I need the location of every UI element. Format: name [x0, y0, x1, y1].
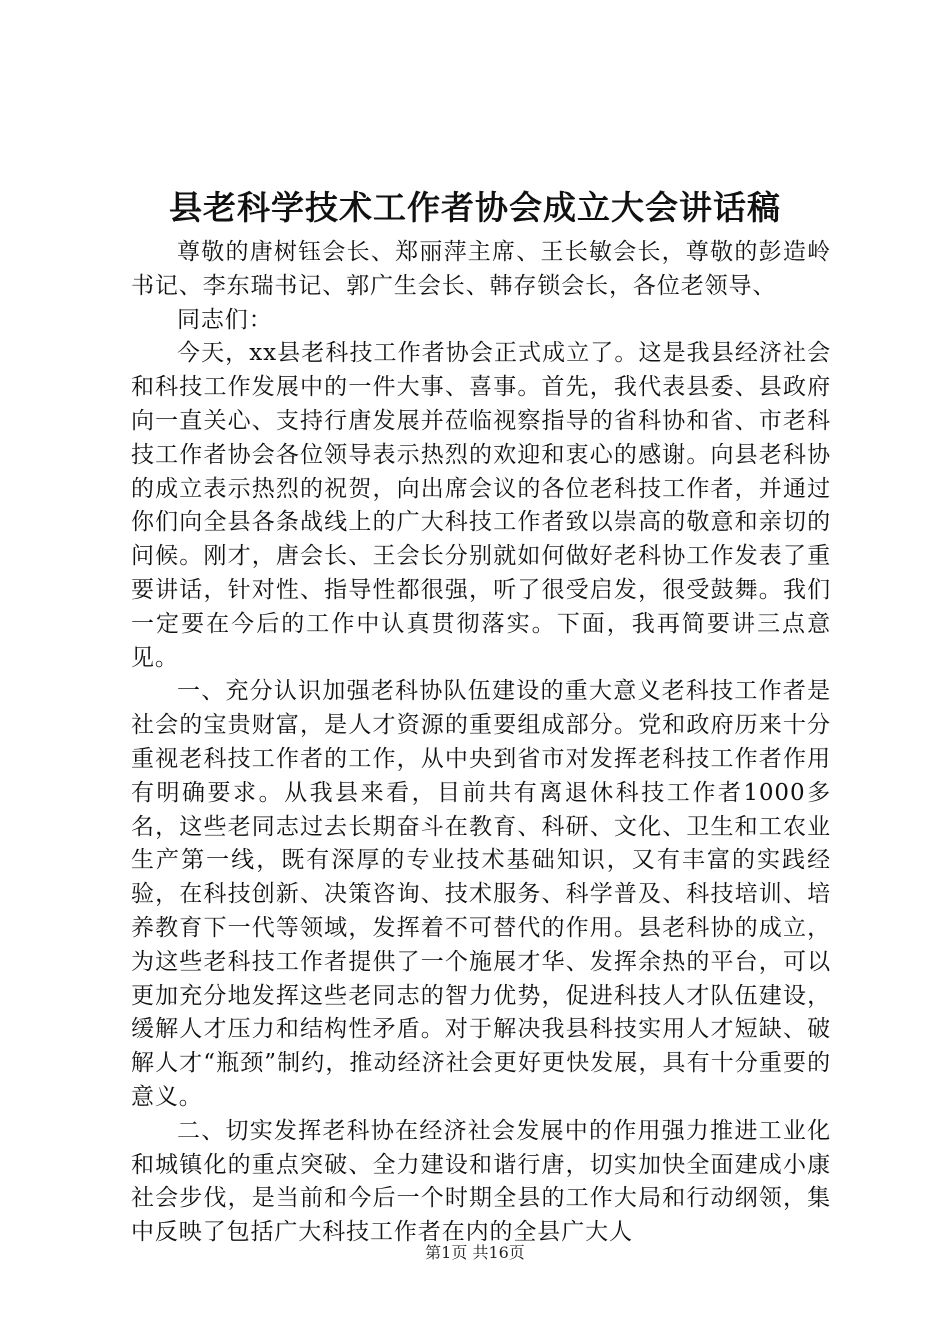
- document-title: 县老科学技术工作者协会成立大会讲话稿: [169, 188, 781, 227]
- intro-paragraph: 今天，xx县老科技工作者协会正式成立了。这是我县经济社会和科技工作发展中的一件大事、喜事。首先，我代表县委、县政府向一直关心、支持行唐发展并莅临视察指导的省科协和省、市老科技工作者协会各位领导表示热烈的欢迎和衷心的感谢。向县老科协的成立表示热烈的祝贺，向出席会议的各位老科技工作者，并通过你们向全县各条战线上的广大科技工作者致以崇高的敬意和亲切的问候。刚才，唐会长、王会长分别就如何做好老科协工作发表了重要讲话，针对性、指导性都很强，听了很受启发，很受鼓舞。我们一定要在今后的工作中认真贯彻落实。下面，我再简要讲三点意见。: [131, 340, 831, 671]
- greeting-paragraph: 同志们：: [177, 306, 273, 333]
- section-two-paragraph: 二、切实发挥老科协在经济社会发展中的作用强力推进工业化和城镇化的重点突破、全力建设和谐行唐，切实加快全面建成小康社会步伐，是当前和今后一个时期全县的工作大局和行动纲领，集中反映了包括广大科技工作者在内的全县广大人: [131, 1117, 831, 1246]
- salutation-paragraph: 尊敬的唐树钰会长、郑丽萍主席、王长敏会长，尊敬的彭造岭书记、李东瑞书记、郭广生会长、韩存锁会长，各位老领导、: [131, 239, 831, 299]
- document-body: [131, 236, 831, 1250]
- section-one-paragraph: 一、充分认识加强老科协队伍建设的重大意义老科技工作者是社会的宝贵财富，是人才资源的重要组成部分。党和政府历来十分重视老科技工作者的工作，从中央到省市对发挥老科技工作者作用有明确要求。从我县来看，目前共有离退休科技工作者1000多名，这些老同志过去长期奋斗在教育、科研、文化、卫生和工农业生产第一线，既有深厚的专业技术基础知识，又有丰富的实践经验，在科技创新、决策咨询、技术服务、科学普及、科技培训、培养教育下一代等领域，发挥着不可替代的作用。县老科协的成立，为这些老科技工作者提供了一个施展才华、发挥余热的平台，可以更加充分地发挥这些老同志的智力优势，促进科技人才队伍建设，缓解人才压力和结构性矛盾。对于解决我县科技实用人才短缺、破解人才“瓶颈”制约，推动经济社会更好更快发展，具有十分重要的意义。: [131, 678, 831, 1110]
- page-number-footer: 第1页 共16页: [425, 1243, 525, 1262]
